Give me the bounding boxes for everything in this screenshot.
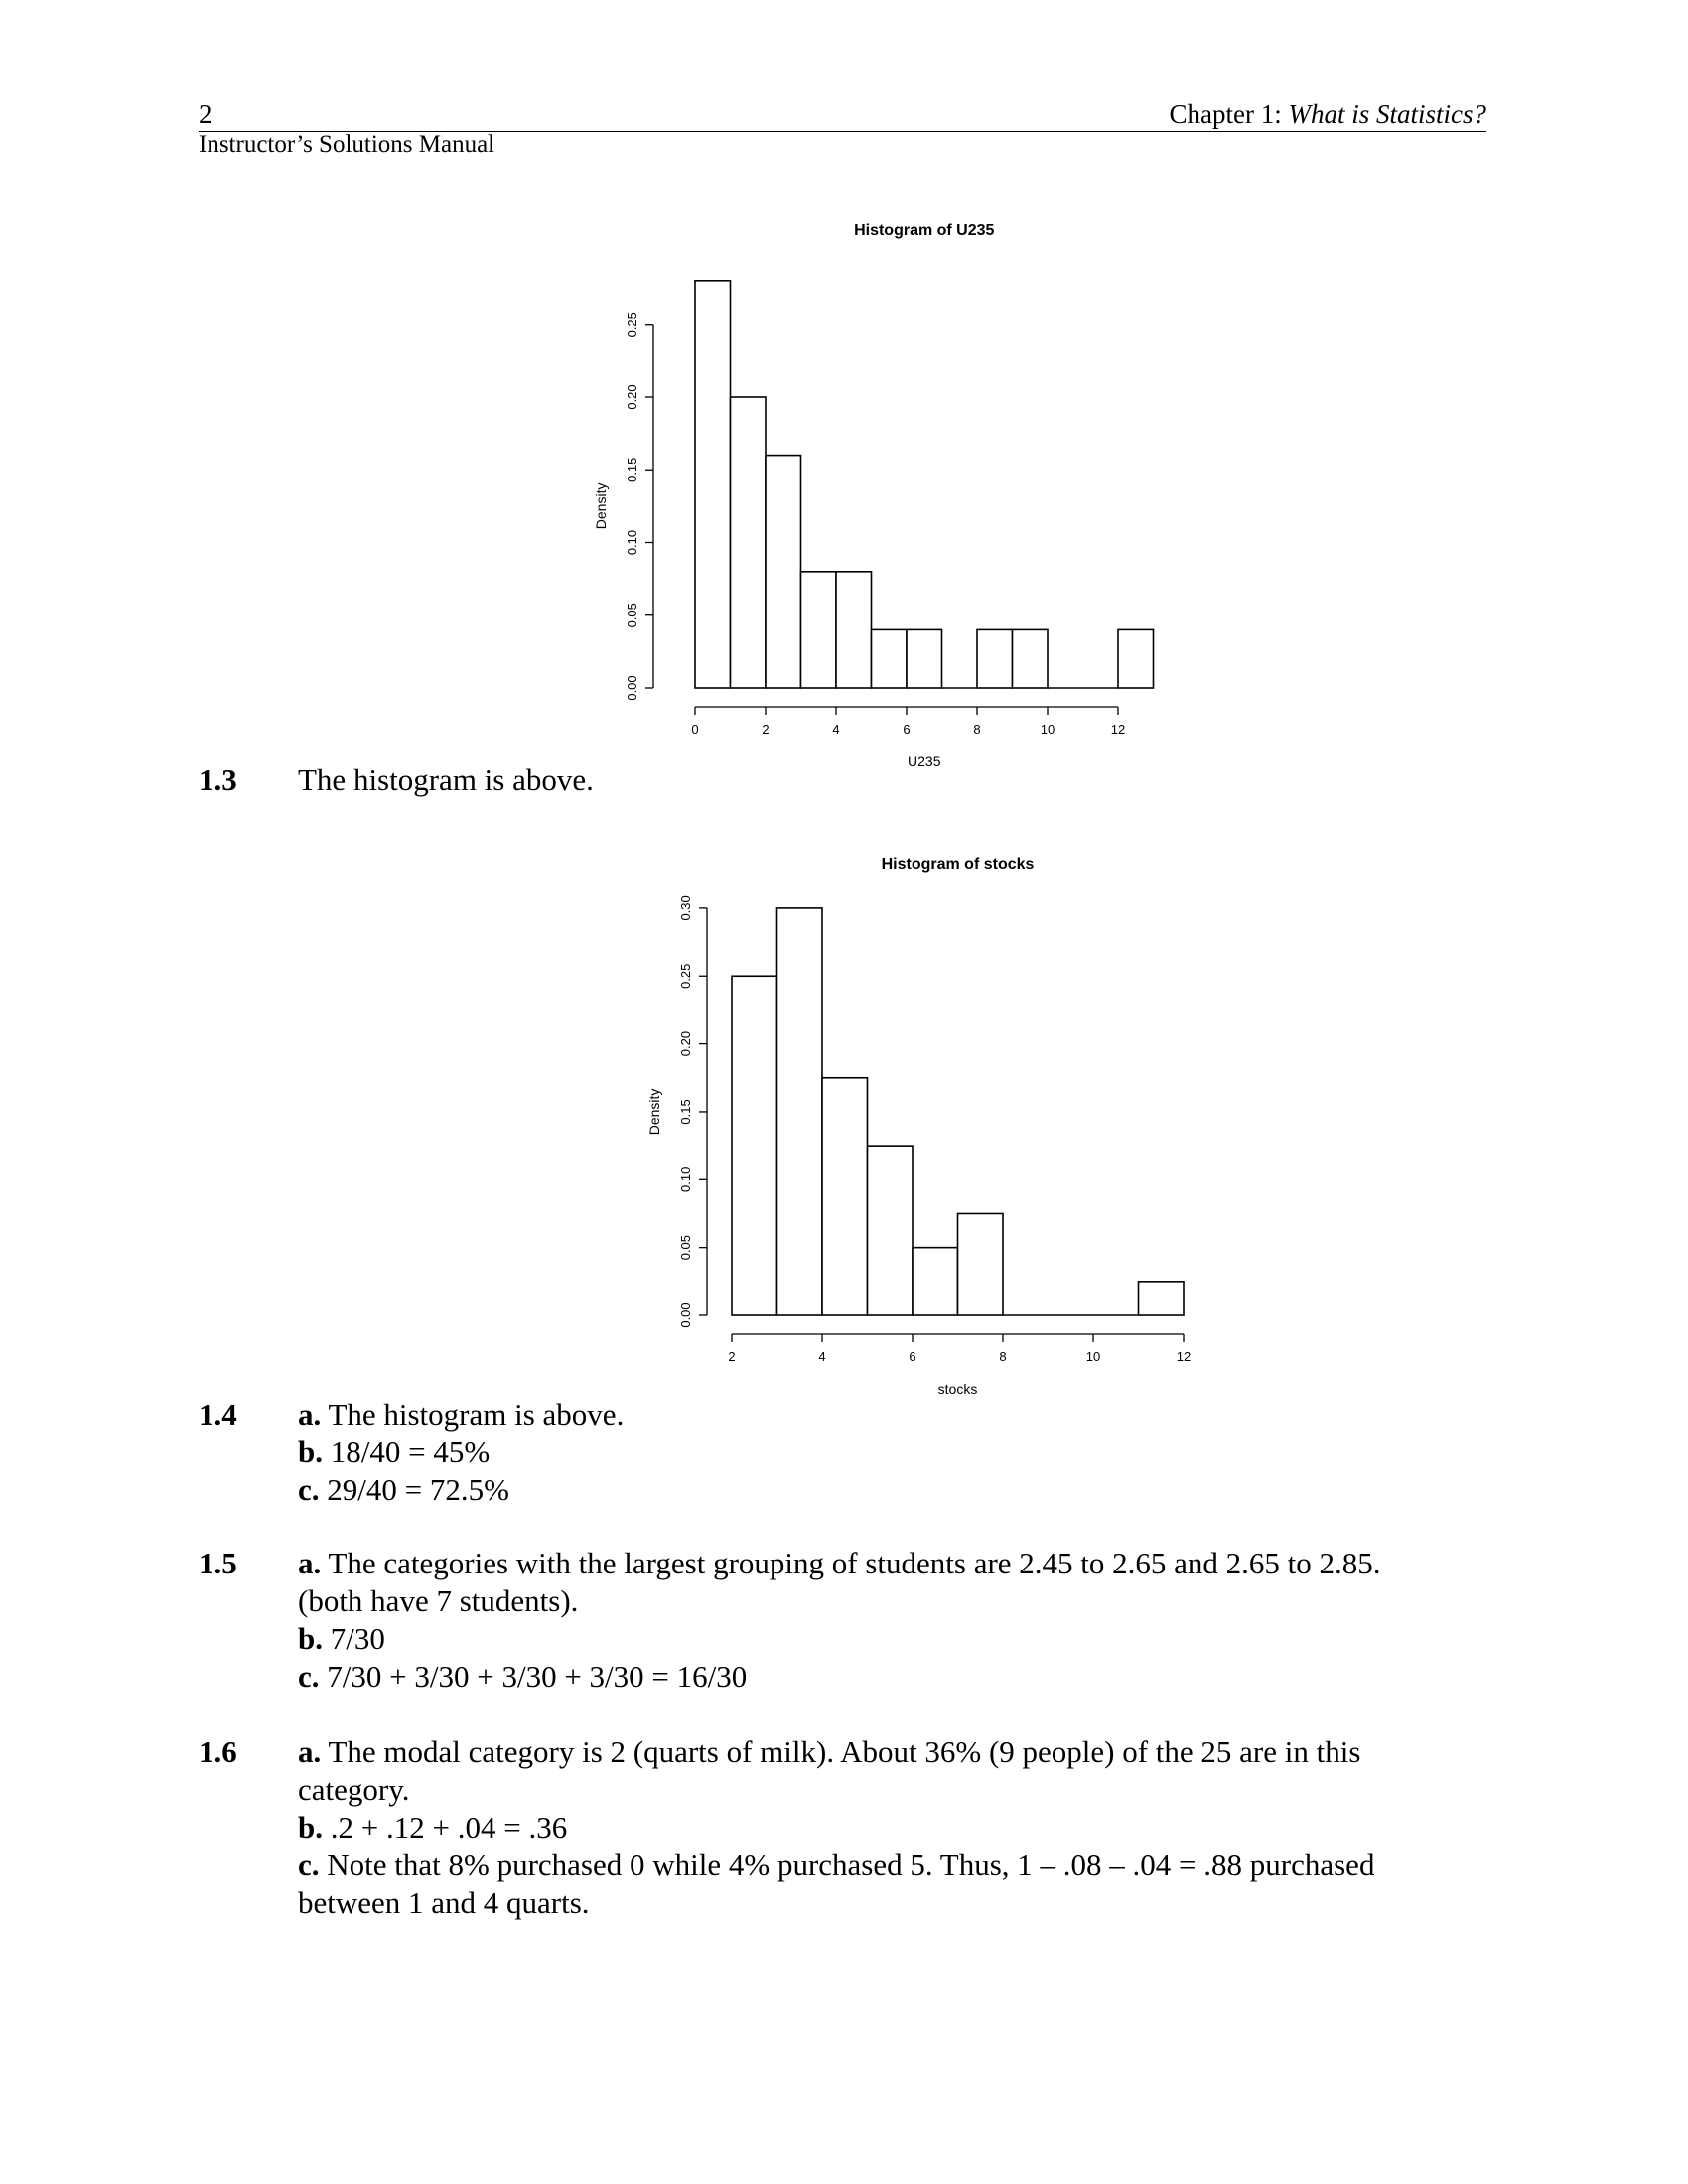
y-tick-label: 0.00 <box>625 675 639 701</box>
x-tick-label: 0 <box>691 722 699 737</box>
part-c-text: Note that 8% purchased 0 while 4% purchased 5. Thus, 1 – .08 – .04 = .88 purchased <box>319 1847 1375 1882</box>
part-a <box>298 1396 1688 1433</box>
y-tick-label: 0.20 <box>625 384 639 410</box>
y-tick-label: 0.05 <box>625 603 639 628</box>
y-tick-label: 0.30 <box>678 895 693 921</box>
part-c-label: c. <box>298 1472 320 1507</box>
answer-number: 1.3 <box>199 762 237 797</box>
part-c <box>298 1658 1688 1696</box>
x-tick-label: 8 <box>973 722 981 737</box>
x-tick-label: 12 <box>1110 722 1126 737</box>
x-tick-label: 10 <box>1085 1349 1101 1364</box>
x-tick-label: 2 <box>762 722 770 737</box>
y-tick-label: 0.15 <box>625 457 639 482</box>
histogram-stocks <box>596 849 1251 1425</box>
y-tick-label: 0.15 <box>678 1099 693 1125</box>
histogram-bar <box>836 572 872 688</box>
answer-number: 1.4 <box>199 1397 237 1432</box>
part-b <box>298 1433 1688 1471</box>
part-a-label: a. <box>298 1546 322 1580</box>
histogram-bar <box>872 629 908 688</box>
x-tick-label: 2 <box>728 1349 736 1364</box>
part-c-label: c. <box>298 1847 320 1882</box>
page-number: 2 <box>199 99 212 129</box>
part-b-text: 18/40 = 45% <box>323 1434 491 1469</box>
chapter-prefix: Chapter 1: <box>1169 99 1289 129</box>
y-axis-label: Density <box>646 1088 662 1136</box>
histogram-bar <box>695 281 731 688</box>
part-a-text: The modal category is 2 (quarts of milk). About 36% (9 people) of the 25 are in this <box>321 1734 1361 1769</box>
y-tick-label: 0.10 <box>678 1166 693 1192</box>
part-c-text: 29/40 = 72.5% <box>319 1472 509 1507</box>
histogram-u235 <box>593 213 1251 789</box>
part-c-label: c. <box>298 1659 320 1694</box>
part-a <box>298 1545 1688 1582</box>
y-tick-label: 0.20 <box>678 1030 693 1057</box>
chapter-title <box>1170 99 1487 130</box>
histogram-bar <box>777 908 823 1315</box>
histogram-bar <box>977 629 1013 688</box>
part-b-text: 7/30 <box>323 1621 385 1656</box>
histogram-bar <box>731 397 767 688</box>
chart-title: Histogram of U235 <box>854 222 995 239</box>
part-c-text: 7/30 + 3/30 + 3/30 + 3/30 = 16/30 <box>319 1659 748 1694</box>
chart-title: Histogram of stocks <box>881 856 1035 873</box>
x-tick-label: 10 <box>1040 722 1055 737</box>
y-tick-label: 0.10 <box>625 529 639 556</box>
part-a-continued: (both have 7 students). <box>298 1583 579 1618</box>
answer-number: 1.6 <box>199 1734 237 1769</box>
answer-number: 1.5 <box>199 1546 237 1580</box>
x-tick-label: 4 <box>832 722 840 737</box>
y-tick-label: 0.25 <box>625 312 639 338</box>
answer-text: The histogram is above. <box>298 762 594 797</box>
part-a-continued: category. <box>298 1772 410 1807</box>
histogram-bar <box>1118 629 1154 688</box>
part-a <box>298 1733 1688 1771</box>
histogram-bar <box>732 976 777 1315</box>
y-tick-label: 0.00 <box>678 1302 693 1328</box>
histogram-bar <box>1139 1282 1185 1315</box>
x-axis-label: U235 <box>908 753 941 769</box>
histogram-bar <box>766 456 801 688</box>
part-a-label: a. <box>298 1734 322 1769</box>
part-c <box>298 1471 1688 1509</box>
part-b-text: .2 + .12 + .04 = .36 <box>323 1810 568 1844</box>
part-b <box>298 1809 1688 1846</box>
x-tick-label: 6 <box>909 1349 916 1364</box>
part-a-text: The categories with the largest grouping of students are 2.45 to 2.65 and 2.65 to 2.85. <box>321 1546 1381 1580</box>
part-b-label: b. <box>298 1810 323 1844</box>
y-tick-label: 0.05 <box>678 1234 693 1261</box>
part-c <box>298 1846 1688 1884</box>
histogram-bar <box>868 1146 914 1315</box>
page-header <box>199 95 1486 132</box>
x-tick-label: 6 <box>903 722 911 737</box>
part-b-label: b. <box>298 1434 323 1469</box>
x-axis-label: stocks <box>937 1381 978 1397</box>
x-tick-label: 12 <box>1176 1349 1192 1364</box>
part-b <box>298 1620 1688 1658</box>
histogram-bar <box>1013 629 1049 688</box>
histogram-bar <box>801 572 837 688</box>
histogram-bar <box>822 1078 868 1315</box>
y-tick-label: 0.25 <box>678 963 693 989</box>
part-a-label: a. <box>298 1397 322 1432</box>
manual-title: Instructor’s Solutions Manual <box>199 131 495 158</box>
chapter-name: What is Statistics? <box>1288 99 1486 129</box>
histogram-bar <box>913 1248 958 1315</box>
part-a-text: The histogram is above. <box>321 1397 625 1432</box>
x-tick-label: 8 <box>999 1349 1007 1364</box>
histogram-bar <box>958 1213 1004 1315</box>
part-b-label: b. <box>298 1621 323 1656</box>
y-axis-label: Density <box>593 482 609 530</box>
part-c-continued: between 1 and 4 quarts. <box>298 1885 590 1920</box>
histogram-bar <box>907 629 942 688</box>
x-tick-label: 4 <box>818 1349 826 1364</box>
